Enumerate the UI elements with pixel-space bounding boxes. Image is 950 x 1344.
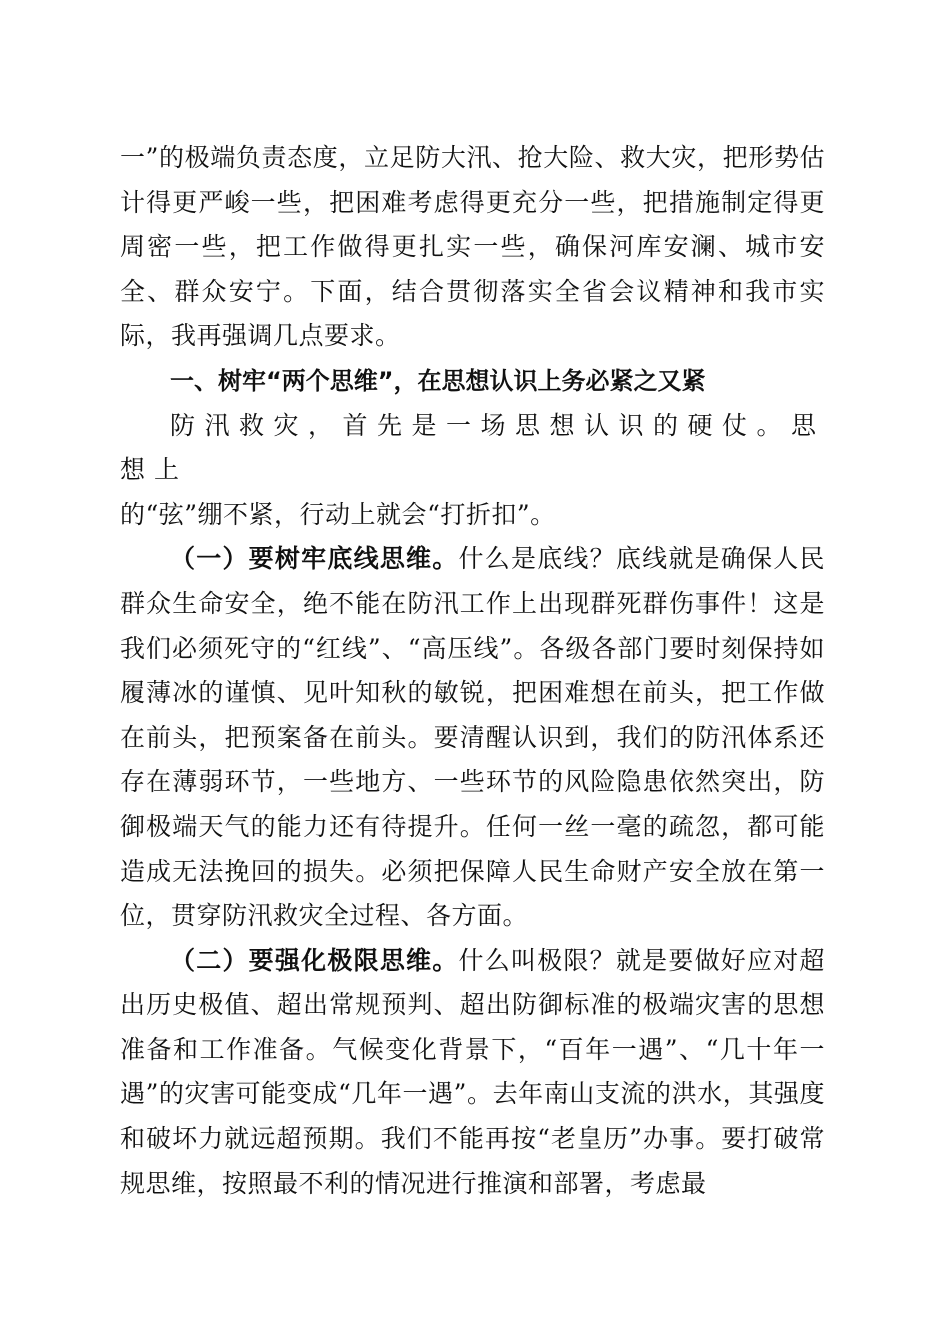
subsection-two-paragraph (120, 939, 825, 1207)
subsection-one-lead: （一）要树牢底线思维。 (170, 544, 459, 574)
subsection-one-body: 什么是底线？底线就是确保人民群众生命安全，绝不能在防汛工作上出现群死群伤事件！这是我们必须死守的“红线”、“高压线”。各级各部门要时刻保持如履薄冰的谨慎、见叶知秋的敏锐，把困难想在前头，把工作做在前头，把预案备在前头。要清醒认识到，我们的防汛体系还存在薄弱环节，一些地方、一些环节的风险隐患依然突出，防御极端天气的能力还有待提升。任何一丝一毫的疏忽，都可能造成无法挽回的损失。必须把保障人民生命财产安全放在第一位，贯穿防汛救灾全过程、各方面。 (120, 544, 825, 931)
section-one-intro (120, 404, 825, 538)
subsection-one-paragraph (120, 537, 825, 938)
document-page (120, 136, 825, 1206)
subsection-two-lead: （二）要强化极限思维。 (170, 945, 459, 975)
section-one-intro-line-2: 的“弦”绷不紧，行动上就会“打折扣”。 (120, 499, 556, 529)
section-one-intro-line-1: 防汛救灾，首先是一场思想认识的硬仗。思想上 (120, 410, 825, 485)
opening-paragraph: 一”的极端负责态度，立足防大汛、抢大险、救大灾，把形势估计得更严峻一些，把困难考虑得更充分一些，把措施制定得更周密一些，把工作做得更扎实一些，确保河库安澜、城市安全、群众安宁。下面，结合贯彻落实全省会议精神和我市实际，我再强调几点要求。 (120, 143, 825, 351)
section-one-heading: 一、树牢“两个思维”，在思想认识上务必紧之又紧 (170, 366, 706, 395)
subsection-two-body: 什么叫极限？就是要做好应对超出历史极值、超出常规预判、超出防御标准的极端灾害的思想准备和工作准备。气候变化背景下，“百年一遇”、“几十年一遇”的灾害可能变成“几年一遇”。去年南山支流的洪水，其强度和破坏力就远超预期。我们不能再按“老皇历”办事。要打破常规思维，按照最不利的情况进行推演和部署，考虑最 (120, 945, 825, 1198)
